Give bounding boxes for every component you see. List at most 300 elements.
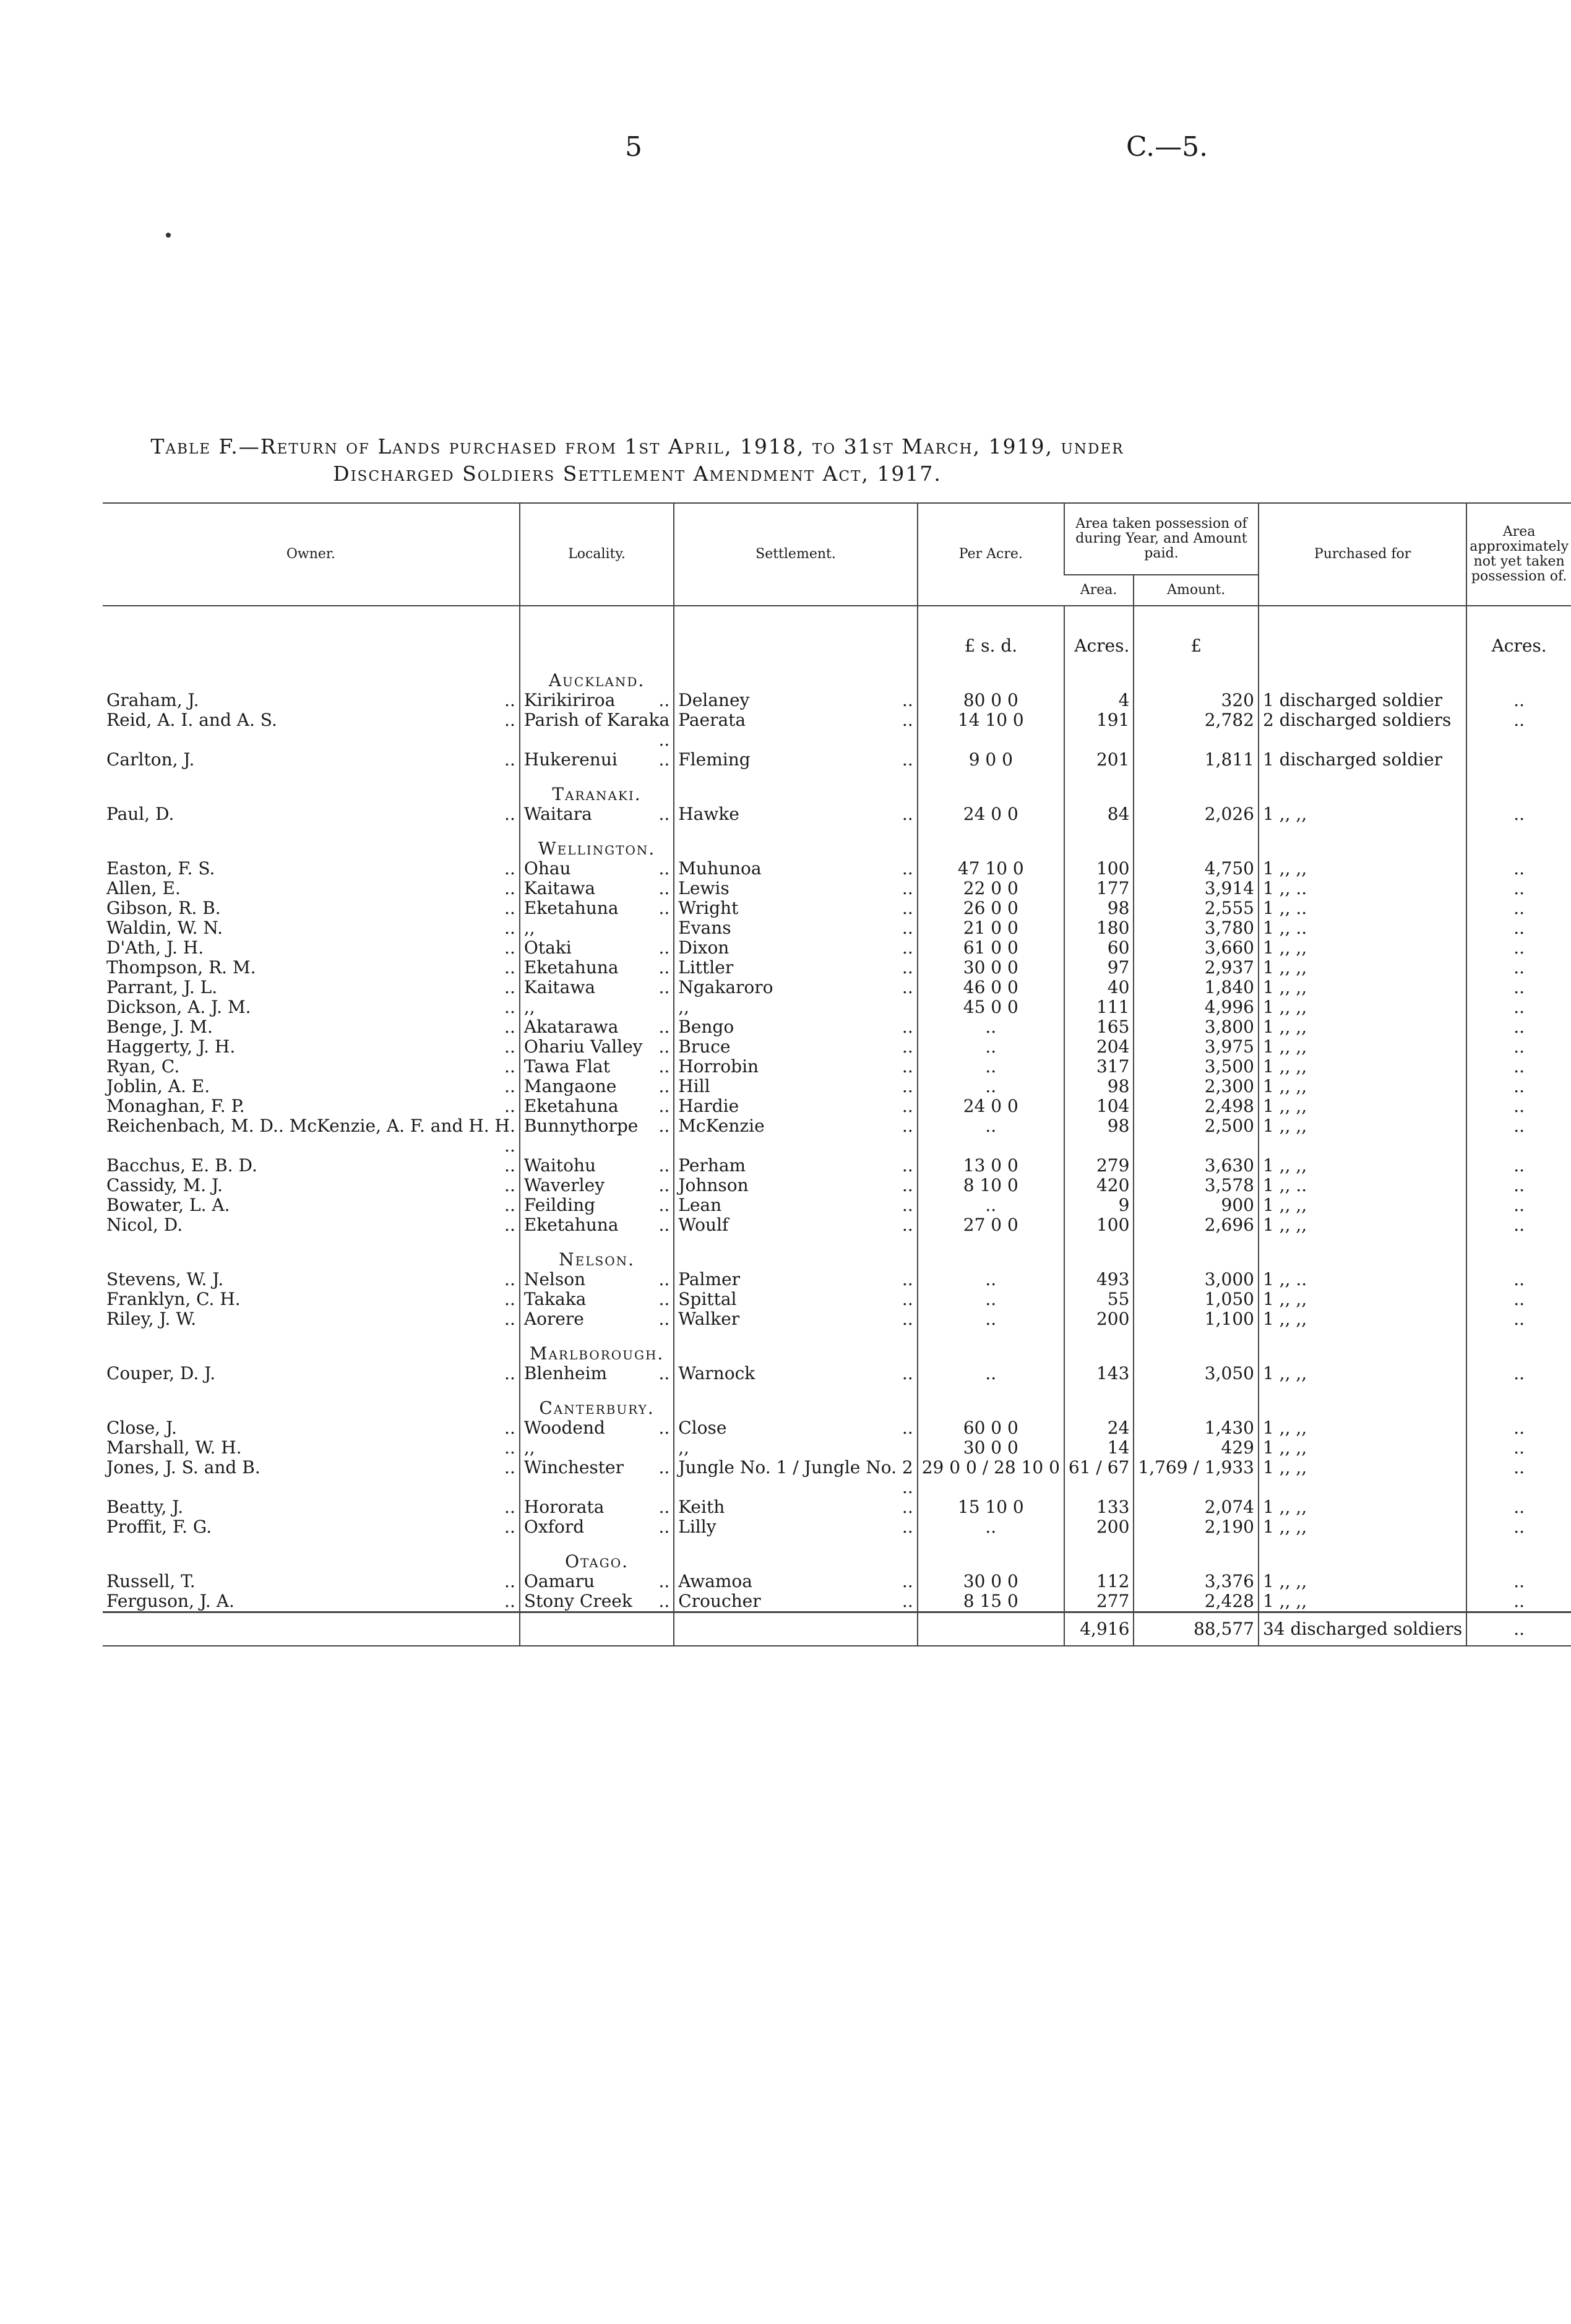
not-taken-text: .. [1513,1497,1525,1517]
leader-dots: .. [902,1497,913,1517]
purchased-for-text: 1 ,, ,, [1262,1457,1307,1478]
table-row [103,1096,1571,1116]
locality-text: ,, [523,997,535,1017]
title-line-1: Table F.—Return of Lands purchased from 1st April, 1918, to 31st March, 1919, under [150,434,1124,458]
cell-per-acre [918,804,1064,824]
amount-text: 3,630 [1204,1155,1254,1176]
cell-purchased-for [1259,997,1466,1017]
per-acre-text: .. [985,1195,997,1215]
owner-text: Ferguson, J. A. [106,1591,235,1611]
locality-text: Eketahuna [523,1215,619,1235]
settlement-text: Perham [678,1155,746,1176]
leader-dots: .. [658,1017,670,1037]
not-taken-text: .. [1513,1418,1525,1438]
unit-label [520,606,674,656]
cell-settlement [674,978,917,997]
settlement-text: ,, [678,1437,690,1458]
table-row [103,1116,1571,1156]
locality-text: Oxford [523,1517,585,1537]
cell-area [1064,1270,1134,1289]
cell-not-taken [1466,1215,1571,1235]
leader-dots: .. [902,1116,913,1136]
owner-text: Franklyn, C. H. [106,1289,241,1309]
cell-not-taken [1466,1096,1571,1116]
cell-amount [1134,1572,1259,1591]
amount-text: 1,430 [1204,1418,1254,1438]
purchased-for-text: 1 ,, ,, [1262,1571,1307,1591]
area-text: 98 [1107,898,1130,918]
cell-per-acre [918,1458,1064,1497]
owner-text: Allen, E. [106,878,181,898]
cell-purchased-for [1259,750,1466,770]
cell-not-taken [1466,958,1571,978]
purchased-for-text: 1 ,, ,, [1262,1418,1307,1438]
cell-settlement [674,1289,917,1309]
locality-text: Waitara [523,804,592,824]
locality-text: Bunnythorpe [523,1116,639,1136]
purchased-for-text: 1 ,, ,, [1262,997,1307,1017]
page-number: 5 [625,131,642,163]
per-acre-text: 13 0 0 [963,1155,1018,1176]
per-acre-text: .. [985,1017,997,1037]
cell-per-acre [918,691,1064,710]
cell-locality [520,859,674,879]
leader-dots: .. [902,1269,913,1289]
locality-text: Akatarawa [523,1017,619,1037]
cell-area [1064,1156,1134,1176]
leader-dots: .. [902,1175,913,1195]
leader-dots: .. [658,1418,670,1438]
cell-amount [1134,1215,1259,1235]
leader-dots: .. [504,749,515,770]
locality-text: Blenheim [523,1363,608,1384]
owner-text: Thompson, R. M. [106,957,256,978]
cell-locality [520,1195,674,1215]
area-text: 420 [1096,1175,1130,1195]
cell-owner [103,1364,520,1384]
leader-dots: .. [902,878,913,898]
owner-text: Nicol, D. [106,1215,183,1235]
not-taken-text: .. [1513,1571,1525,1591]
purchased-for-text: 1 ,, ,, [1262,1497,1307,1517]
settlement-text: Paerata [678,710,746,730]
cell-per-acre [918,1591,1064,1612]
cell-settlement [674,958,917,978]
area-text: 111 [1096,997,1130,1017]
table-row [103,710,1571,750]
leader-dots: .. [504,1017,515,1037]
not-taken-text: .. [1513,1017,1525,1037]
leader-dots: .. [658,1056,670,1077]
cell-settlement [674,1176,917,1195]
purchased-for-text: 1 ,, ,, [1262,1195,1307,1215]
locality-text: Tawa Flat [523,1056,610,1077]
col-purchased-for: Purchased for [1259,503,1466,606]
leader-dots: .. [658,1036,670,1057]
cell-area [1064,1458,1134,1497]
cell-not-taken [1466,1176,1571,1195]
cell-purchased-for [1259,710,1466,750]
cell-per-acre [918,1116,1064,1156]
per-acre-text: 45 0 0 [963,997,1018,1017]
cell-area [1064,1418,1134,1438]
cell-settlement [674,1215,917,1235]
cell-per-acre [918,1497,1064,1517]
amount-text: 4,750 [1204,858,1254,879]
owner-text: Couper, D. J. [106,1363,216,1384]
locality-text: Waverley [523,1175,605,1195]
leader-dots: .. [658,1363,670,1384]
locality-text: Oamaru [523,1571,595,1591]
cell-per-acre [918,1270,1064,1289]
amount-text: 320 [1221,690,1254,710]
cell-amount [1134,1037,1259,1057]
amount-text: 1,840 [1204,977,1254,997]
cell-settlement [674,879,917,898]
settlement-text: Littler [678,957,734,978]
cell-locality [520,1215,674,1235]
leader-dots: .. [902,1517,913,1537]
cell-area [1064,1195,1134,1215]
amount-text: 2,300 [1204,1076,1254,1096]
not-taken-text: .. [1513,878,1525,898]
cell-not-taken [1466,1572,1571,1591]
not-taken-text: .. [1513,1155,1525,1176]
not-taken-text: .. [1513,937,1525,958]
cell-area [1064,1096,1134,1116]
leader-dots: .. [902,977,913,997]
cell-not-taken [1466,750,1571,770]
leader-dots: .. [504,1155,515,1176]
owner-text: Reid, A. I. and A. S. [106,710,277,730]
leader-dots: .. [504,1517,515,1537]
cell-amount [1134,1364,1259,1384]
cell-per-acre [918,750,1064,770]
cell-amount [1134,1176,1259,1195]
cell-purchased-for [1259,1364,1466,1384]
settlement-text: Delaney [678,690,750,710]
owner-text: Beatty, J. [106,1497,184,1517]
leader-dots: .. [902,957,913,978]
owner-text: Jones, J. S. and B. [106,1457,260,1478]
table-row [103,1215,1571,1235]
per-acre-text: 24 0 0 [963,804,1018,824]
not-taken-text: .. [1513,710,1525,730]
leader-dots: .. [658,957,670,978]
owner-text: Haggerty, J. H. [106,1036,236,1057]
lands-return-table [103,502,1571,1646]
cell-not-taken [1466,938,1571,958]
cell-owner [103,1195,520,1215]
not-taken-text: .. [1513,1195,1525,1215]
area-text: 143 [1096,1363,1130,1384]
area-text: 277 [1096,1591,1130,1611]
per-acre-text: .. [985,1269,997,1289]
cell-locality [520,1309,674,1329]
amount-text: 3,050 [1204,1363,1254,1384]
settlement-text: Horrobin [678,1056,759,1077]
cell-not-taken [1466,1156,1571,1176]
leader-dots: .. [504,1591,515,1611]
total-area: 4,916 [1064,1612,1134,1646]
table-row [103,1270,1571,1289]
cell-not-taken [1466,1309,1571,1329]
cell-locality [520,1438,674,1458]
leader-dots: .. [658,878,670,898]
cell-area [1064,879,1134,898]
amount-text: 3,780 [1204,918,1254,938]
cell-purchased-for [1259,879,1466,898]
table-row [103,1517,1571,1537]
cell-owner [103,1077,520,1096]
cell-area [1064,1289,1134,1309]
region-name: Wellington. [520,824,674,859]
cell-locality [520,1572,674,1591]
leader-dots: .. [504,1269,515,1289]
leader-dots: .. [504,1457,515,1478]
leader-dots: .. [902,1309,913,1329]
cell-locality [520,1096,674,1116]
cell-amount [1134,750,1259,770]
cell-amount [1134,997,1259,1017]
cell-settlement [674,750,917,770]
per-acre-text: 30 0 0 [963,1437,1018,1458]
cell-not-taken [1466,918,1571,938]
leader-dots: .. [902,690,913,710]
settlement-text: Dixon [678,937,730,958]
leader-dots: .. [658,1076,670,1096]
cell-owner [103,1176,520,1195]
owner-text: Close, J. [106,1418,177,1438]
cell-amount [1134,1096,1259,1116]
leader-dots: .. [902,1155,913,1176]
locality-text: Waitohu [523,1155,596,1176]
cell-amount [1134,879,1259,898]
cell-locality [520,918,674,938]
locality-text: Nelson [523,1269,586,1289]
leader-dots: .. [504,1363,515,1384]
region-name: Canterbury. [520,1384,674,1418]
region-header-row [103,1235,1571,1270]
amount-text: 3,660 [1204,937,1254,958]
area-text: 61 / 67 [1068,1457,1130,1478]
per-acre-text: 61 0 0 [963,937,1018,958]
locality-text: Feilding [523,1195,596,1215]
leader-dots: .. [658,749,670,770]
cell-owner [103,859,520,879]
amount-text: 2,428 [1204,1591,1254,1611]
purchased-for-text: 1 ,, .. [1262,918,1307,938]
leader-dots: .. [902,1215,913,1235]
cell-settlement [674,1195,917,1215]
cell-locality [520,1077,674,1096]
not-taken-text: .. [1513,1269,1525,1289]
table-row [103,1309,1571,1329]
amount-text: 3,975 [1204,1036,1254,1057]
region-name: Nelson. [520,1235,674,1270]
cell-purchased-for [1259,1057,1466,1077]
leader-dots: .. [658,804,670,824]
settlement-text: Spittal [678,1289,737,1309]
cell-not-taken [1466,1438,1571,1458]
leader-dots: .. [902,1056,913,1077]
cell-amount [1134,804,1259,824]
not-taken-text: .. [1513,1309,1525,1329]
settlement-text: Hardie [678,1096,739,1116]
owner-text: Gibson, R. B. [106,898,221,918]
cell-purchased-for [1259,1195,1466,1215]
cell-per-acre [918,1017,1064,1037]
leader-dots: .. [504,710,515,730]
cell-settlement [674,1572,917,1591]
leader-dots: .. [658,1215,670,1235]
cell-area [1064,1017,1134,1037]
not-taken-text: .. [1513,997,1525,1017]
per-acre-text: 21 0 0 [963,918,1018,938]
cell-area [1064,978,1134,997]
cell-locality [520,958,674,978]
cell-area [1064,997,1134,1017]
region-header-row [103,1384,1571,1418]
cell-purchased-for [1259,978,1466,997]
table-row [103,1077,1571,1096]
table-row [103,918,1571,938]
locality-text: Otaki [523,937,572,958]
cell-not-taken [1466,1195,1571,1215]
purchased-for-text: 1 discharged soldier [1262,749,1443,770]
not-taken-text: .. [1513,918,1525,938]
cell-amount [1134,1591,1259,1612]
leader-dots: .. [504,1418,515,1438]
area-text: 100 [1096,1215,1130,1235]
amount-text: 3,914 [1204,878,1254,898]
cell-amount [1134,1077,1259,1096]
cell-owner [103,1591,520,1612]
area-text: 191 [1096,710,1130,730]
cell-owner [103,879,520,898]
settlement-text: Muhunoa [678,858,762,879]
leader-dots: .. [902,710,913,730]
cell-owner [103,898,520,918]
cell-owner [103,1458,520,1497]
table-row [103,1591,1571,1612]
settlement-text: Wright [678,898,739,918]
owner-text: D'Ath, J. H. [106,937,204,958]
per-acre-text: 27 0 0 [963,1215,1018,1235]
leader-dots: .. [658,1517,670,1537]
cell-not-taken [1466,710,1571,750]
not-taken-text: .. [1513,1096,1525,1116]
per-acre-text: 24 0 0 [963,1096,1018,1116]
amount-text: 1,050 [1204,1289,1254,1309]
cell-owner [103,710,520,750]
cell-per-acre [918,918,1064,938]
total-purchased-for: 34 discharged soldiers [1259,1612,1466,1646]
settlement-text: Warnock [678,1363,755,1384]
amount-text: 2,074 [1204,1497,1254,1517]
col-amount: Amount. [1134,575,1259,606]
total-not-taken: .. [1466,1612,1571,1646]
cell-purchased-for [1259,1116,1466,1156]
table-row [103,1057,1571,1077]
cell-purchased-for [1259,1037,1466,1057]
settlement-text: Hill [678,1076,710,1096]
leader-dots: .. [902,937,913,958]
area-text: 9 [1118,1195,1130,1215]
cell-purchased-for [1259,804,1466,824]
per-acre-text: 8 10 0 [963,1175,1018,1195]
cell-not-taken [1466,1077,1571,1096]
cell-locality [520,1156,674,1176]
leader-dots: .. [658,977,670,997]
table-row [103,1458,1571,1497]
leader-dots: .. [902,1591,913,1611]
cell-per-acre [918,1309,1064,1329]
cell-purchased-for [1259,1418,1466,1438]
locality-text: Stony Creek [523,1591,632,1611]
not-taken-text: .. [1513,1215,1525,1235]
leader-dots: .. [658,1309,670,1329]
cell-per-acre [918,1289,1064,1309]
cell-owner [103,1215,520,1235]
purchased-for-text: 1 ,, ,, [1262,1363,1307,1384]
area-text: 200 [1096,1517,1130,1537]
cell-amount [1134,691,1259,710]
table-row [103,859,1571,879]
settlement-text: Keith [678,1497,725,1517]
leader-dots: .. [658,937,670,958]
locality-text: Kaitawa [523,977,596,997]
total-row [103,1612,1571,1646]
cell-locality [520,1289,674,1309]
leader-dots: .. [658,1175,670,1195]
amount-text: 1,100 [1204,1309,1254,1329]
cell-settlement [674,918,917,938]
cell-purchased-for [1259,1215,1466,1235]
cell-area [1064,750,1134,770]
cell-not-taken [1466,1458,1571,1497]
cell-locality [520,1517,674,1537]
cell-area [1064,1497,1134,1517]
cell-owner [103,997,520,1017]
leader-dots: .. [658,690,670,710]
cell-not-taken [1466,997,1571,1017]
col-not-taken: Area approximately not yet taken possession of. [1466,503,1571,606]
table-row [103,879,1571,898]
cell-locality [520,1270,674,1289]
purchased-for-text: 1 ,, ,, [1262,1056,1307,1077]
cell-not-taken [1466,859,1571,879]
cell-settlement [674,1156,917,1176]
col-owner: Owner. [103,503,520,606]
leader-dots: .. [902,1571,913,1591]
area-text: 4 [1118,690,1130,710]
amount-text: 2,937 [1204,957,1254,978]
owner-text: Marshall, W. H. [106,1437,242,1458]
purchased-for-text: 1 ,, .. [1262,878,1307,898]
purchased-for-text: 1 ,, ,, [1262,1437,1307,1458]
cell-not-taken [1466,1591,1571,1612]
cell-amount [1134,938,1259,958]
cell-amount [1134,978,1259,997]
cell-per-acre [918,997,1064,1017]
cell-per-acre [918,1572,1064,1591]
settlement-text: Hawke [678,804,739,824]
cell-per-acre [918,859,1064,879]
cell-owner [103,1438,520,1458]
not-taken-text: .. [1513,1437,1525,1458]
table-row [103,898,1571,918]
